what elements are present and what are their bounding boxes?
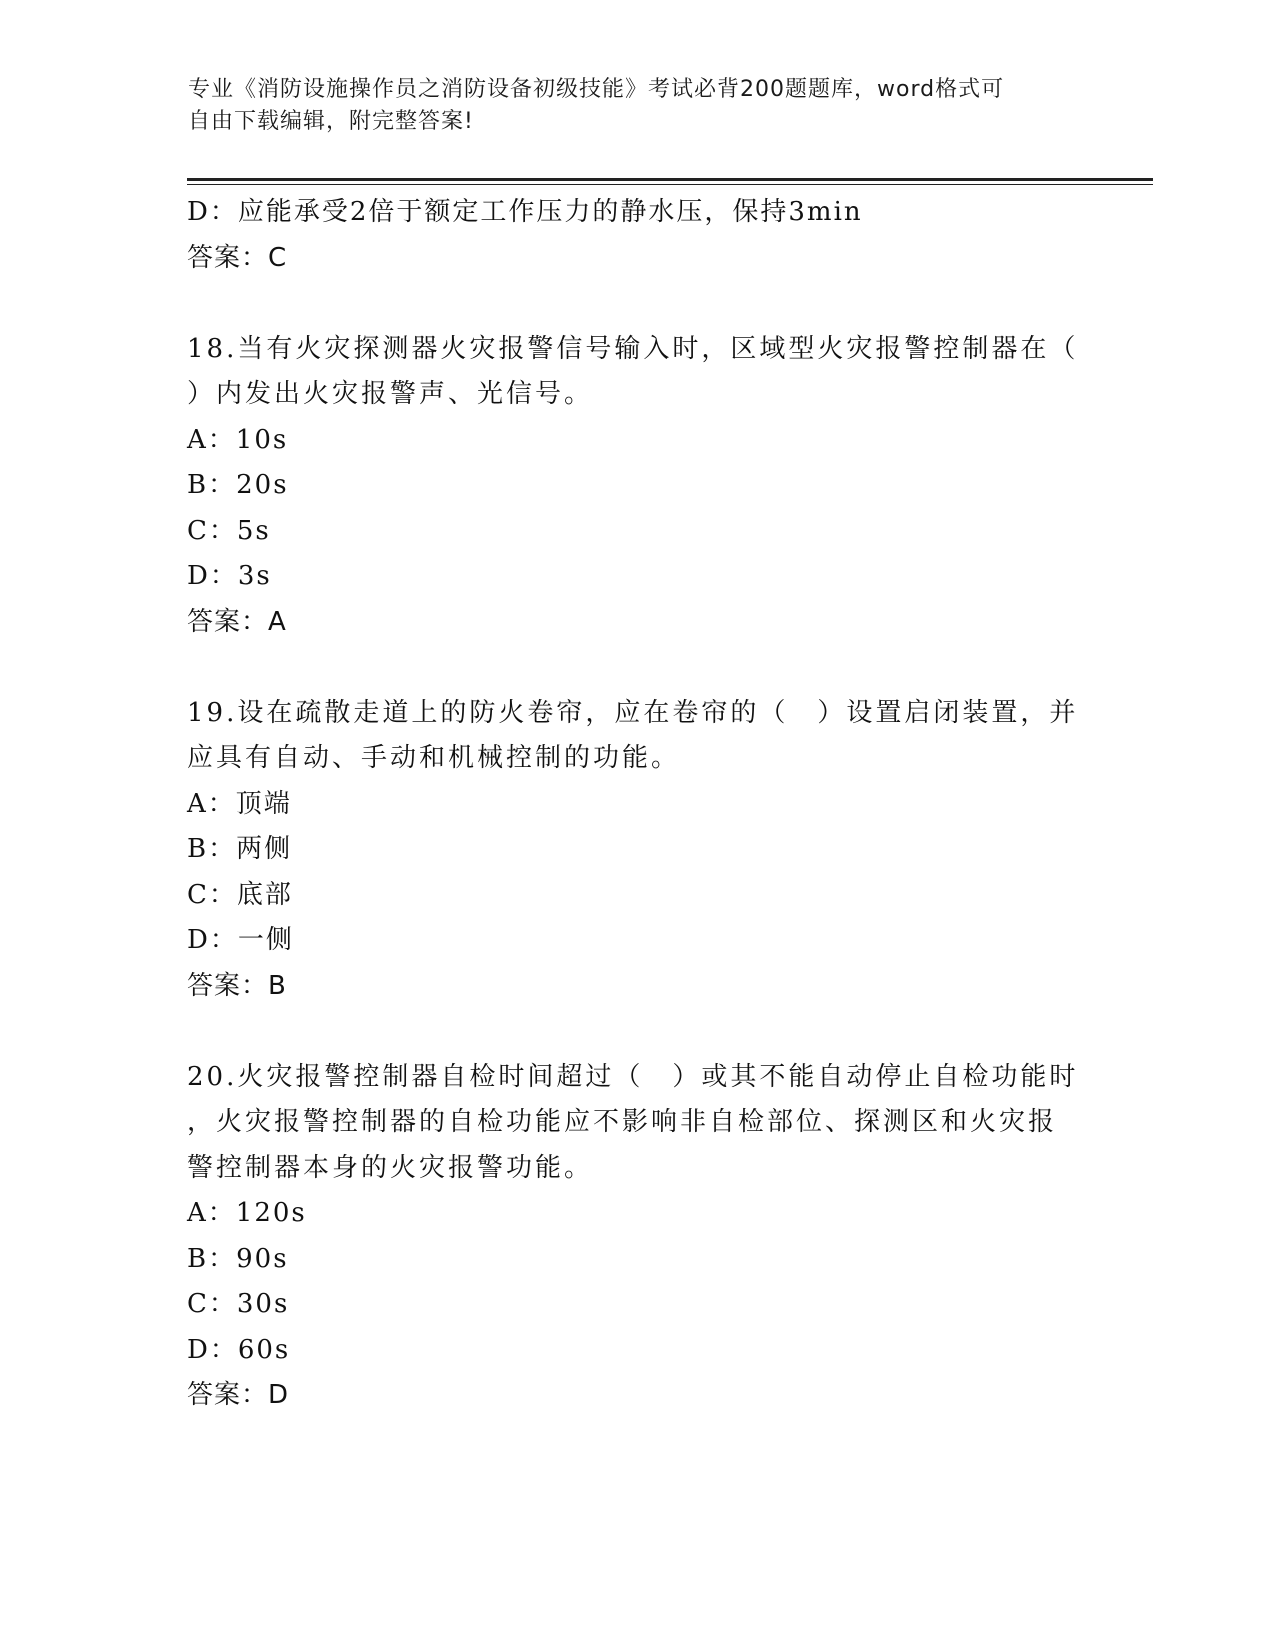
question-19: [187, 691, 1087, 1010]
question-18: [187, 327, 1087, 646]
header-divider-thick: [187, 178, 1153, 181]
option-c: C：30s: [187, 1289, 290, 1319]
previous-question-tail: [187, 190, 1087, 281]
option-d: D：60s: [187, 1334, 291, 1365]
option-b: B：两侧: [187, 834, 293, 864]
question-line: 应具有自动、手动和机械控制的功能。: [187, 743, 681, 773]
option-d: D：应能承受2倍于额定工作压力的静水压，保持3min: [187, 197, 863, 227]
question-line: 警控制器本身的火灾报警功能。: [187, 1152, 594, 1183]
spacer: [187, 281, 1087, 327]
question-text: [187, 327, 1087, 418]
question-text: [187, 691, 1087, 782]
answer-line: 答案：A: [187, 606, 287, 637]
question-line: 19.设在疏散走道上的防火卷帘，应在卷帘的（ ）设置启闭装置，并: [187, 697, 1079, 728]
option-b: B：90s: [187, 1243, 289, 1274]
question-line: ，火灾报警控制器的自检功能应不影响非自检部位、探测区和火灾报: [187, 1107, 1058, 1137]
document-header: [188, 74, 1068, 138]
spacer: [187, 1009, 1087, 1055]
question-line: 20.火灾报警控制器自检时间超过（ ）或其不能自动停止自检功能时: [187, 1061, 1079, 1092]
header-line-2: 自由下载编辑，附完整答案!: [188, 109, 474, 134]
question-20: [187, 1055, 1087, 1419]
option-c: C：底部: [187, 879, 293, 910]
option-c: C：5s: [187, 515, 271, 546]
header-line-1: 专业《消防设施操作员之消防设备初级技能》考试必背200题题库，word格式可: [188, 77, 1005, 102]
header-divider-thin: [187, 184, 1153, 185]
option-d: D：3s: [187, 561, 272, 591]
option-a: A：顶端: [187, 788, 292, 819]
answer-line: 答案：C: [187, 242, 288, 273]
answer-line: 答案：B: [187, 970, 287, 1001]
option-b: B：20s: [187, 470, 289, 500]
question-text: [187, 1055, 1087, 1192]
option-a: A：120s: [187, 1198, 307, 1228]
option-a: A：10s: [187, 424, 289, 455]
answer-line: 答案：D: [187, 1380, 290, 1410]
question-line: ）内发出火灾报警声、光信号。: [187, 379, 594, 409]
option-d: D：一侧: [187, 925, 294, 955]
spacer: [187, 645, 1087, 691]
question-line: 18.当有火灾探测器火灾报警信号输入时，区域型火灾报警控制器在（: [187, 333, 1079, 364]
question-list: [187, 190, 1087, 1419]
